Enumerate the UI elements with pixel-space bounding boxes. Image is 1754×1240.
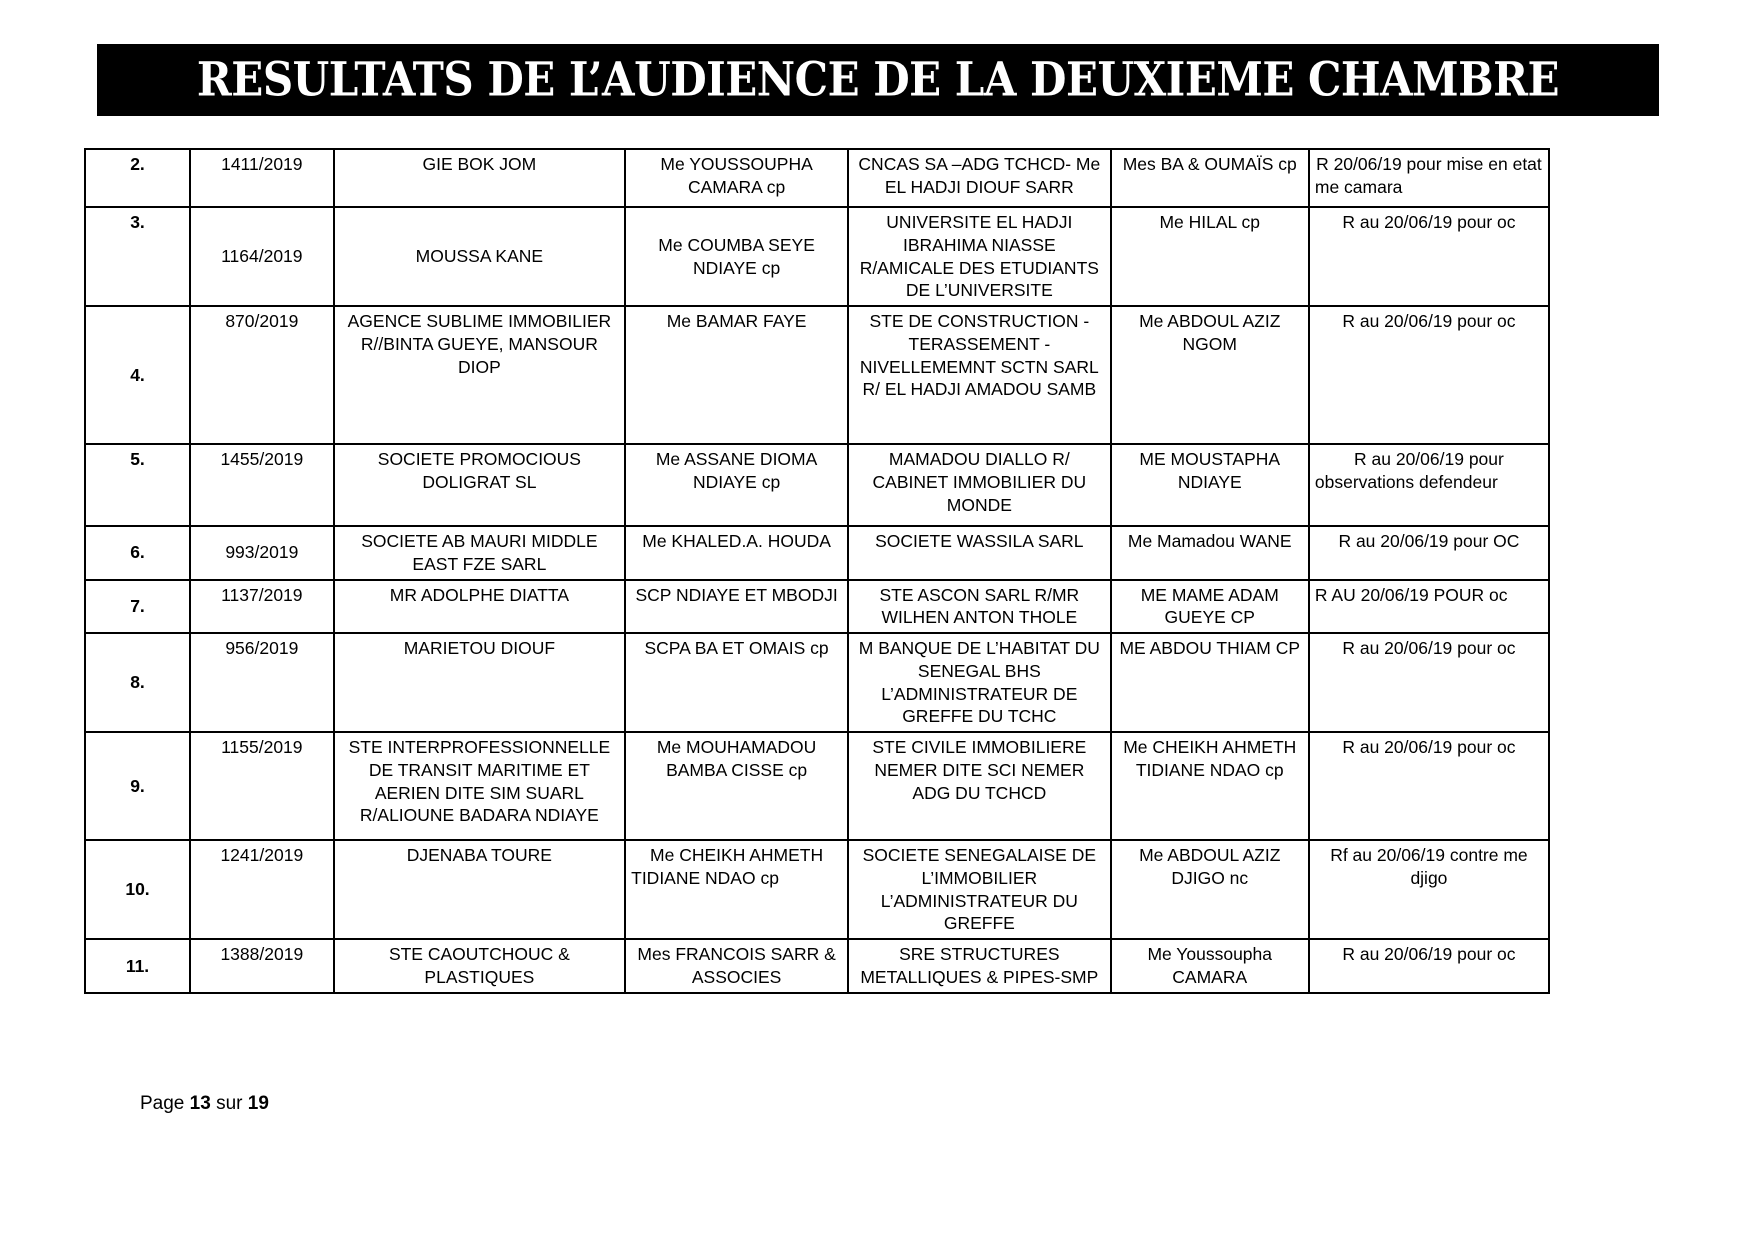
- results-table-wrapper: [84, 148, 1550, 994]
- table-row: [85, 149, 1549, 207]
- cell-resultat: Rf au 20/06/19 contre me djigo: [1309, 840, 1549, 939]
- cell-rg: 993/2019: [190, 526, 334, 580]
- cell-demandeur: GIE BOK JOM: [334, 149, 626, 207]
- page-title: RESULTATS DE L’AUDIENCE DE LA DEUXIEME CHAMBRE: [196, 52, 1560, 107]
- cell-avocat-defendeur: Mes BA & OUMAÏS cp: [1111, 149, 1309, 207]
- footer-total-pages: 19: [247, 1093, 269, 1114]
- page-footer: [140, 1093, 269, 1115]
- cell-rg: 1164/2019: [190, 207, 334, 306]
- cell-rg: 1241/2019: [190, 840, 334, 939]
- cell-avocat-defendeur: Me Mamadou WANE: [1111, 526, 1309, 580]
- footer-separator: sur: [210, 1093, 248, 1114]
- cell-rg: 1411/2019: [190, 149, 334, 207]
- table-row: [85, 306, 1549, 444]
- cell-avocat-demandeur: Mes FRANCOIS SARR & ASSOCIES: [625, 939, 848, 993]
- cell-num: 7.: [85, 580, 190, 634]
- cell-avocat-defendeur: Me CHEIKH AHMETH TIDIANE NDAO cp: [1111, 732, 1309, 840]
- cell-avocat-defendeur: ME MOUSTAPHA NDIAYE: [1111, 444, 1309, 526]
- cell-resultat: R au 20/06/19 pour OC: [1309, 526, 1549, 580]
- cell-demandeur: SOCIETE AB MAURI MIDDLE EAST FZE SARL: [334, 526, 626, 580]
- cell-avocat-demandeur: Me YOUSSOUPHA CAMARA cp: [625, 149, 848, 207]
- cell-num: 10.: [85, 840, 190, 939]
- cell-rg: 956/2019: [190, 633, 334, 732]
- cell-avocat-defendeur: ME MAME ADAM GUEYE CP: [1111, 580, 1309, 634]
- cell-avocat-demandeur: Me MOUHAMADOU BAMBA CISSE cp: [625, 732, 848, 840]
- cell-rg: 1155/2019: [190, 732, 334, 840]
- cell-resultat: R au 20/06/19 pour oc: [1309, 633, 1549, 732]
- cell-defendeur: SOCIETE WASSILA SARL: [848, 526, 1111, 580]
- cell-rg: 1388/2019: [190, 939, 334, 993]
- table-row: [85, 840, 1549, 939]
- table-row: [85, 939, 1549, 993]
- cell-avocat-demandeur: Me COUMBA SEYE NDIAYE cp: [625, 207, 848, 306]
- cell-defendeur: STE DE CONSTRUCTION - TERASSEMENT - NIVELLEMEMNT SCTN SARL R/ EL HADJI AMADOU SAMB: [848, 306, 1111, 444]
- cell-num: 2.: [85, 149, 190, 207]
- cell-defendeur: SRE STRUCTURES METALLIQUES & PIPES-SMP: [848, 939, 1111, 993]
- cell-defendeur: SOCIETE SENEGALAISE DE L’IMMOBILIER L’ADMINISTRATEUR DU GREFFE: [848, 840, 1111, 939]
- cell-avocat-demandeur: Me KHALED.A. HOUDA: [625, 526, 848, 580]
- cell-defendeur: STE ASCON SARL R/MR WILHEN ANTON THOLE: [848, 580, 1111, 634]
- cell-resultat: R au 20/06/19 pour oc: [1309, 939, 1549, 993]
- cell-avocat-demandeur: SCPA BA ET OMAIS cp: [625, 633, 848, 732]
- cell-demandeur: SOCIETE PROMOCIOUS DOLIGRAT SL: [334, 444, 626, 526]
- cell-defendeur: MAMADOU DIALLO R/ CABINET IMMOBILIER DU MONDE: [848, 444, 1111, 526]
- cell-demandeur: MR ADOLPHE DIATTA: [334, 580, 626, 634]
- results-table: [84, 148, 1550, 994]
- cell-defendeur: M BANQUE DE L’HABITAT DU SENEGAL BHS L’ADMINISTRATEUR DE GREFFE DU TCHC: [848, 633, 1111, 732]
- cell-resultat: R au 20/06/19 pour observations defendeur: [1309, 444, 1549, 526]
- title-banner: [97, 44, 1659, 116]
- cell-avocat-demandeur: SCP NDIAYE ET MBODJI: [625, 580, 848, 634]
- cell-avocat-demandeur: Me ASSANE DIOMA NDIAYE cp: [625, 444, 848, 526]
- table-row: [85, 732, 1549, 840]
- cell-demandeur: STE CAOUTCHOUC & PLASTIQUES: [334, 939, 626, 993]
- cell-defendeur: UNIVERSITE EL HADJI IBRAHIMA NIASSE R/AMICALE DES ETUDIANTS DE L’UNIVERSITE: [848, 207, 1111, 306]
- cell-avocat-defendeur: Me HILAL cp: [1111, 207, 1309, 306]
- cell-defendeur: CNCAS SA –ADG TCHCD- Me EL HADJI DIOUF SARR: [848, 149, 1111, 207]
- cell-num: 8.: [85, 633, 190, 732]
- table-row: [85, 580, 1549, 634]
- cell-resultat: R AU 20/06/19 POUR oc: [1309, 580, 1549, 634]
- cell-avocat-demandeur: Me BAMAR FAYE: [625, 306, 848, 444]
- cell-num: 5.: [85, 444, 190, 526]
- footer-page-number: 13: [189, 1093, 211, 1114]
- cell-rg: 870/2019: [190, 306, 334, 444]
- cell-avocat-defendeur: Me ABDOUL AZIZ NGOM: [1111, 306, 1309, 444]
- cell-defendeur: STE CIVILE IMMOBILIERE NEMER DITE SCI NEMER ADG DU TCHCD: [848, 732, 1111, 840]
- cell-demandeur: MOUSSA KANE: [334, 207, 626, 306]
- table-row: [85, 207, 1549, 306]
- cell-avocat-defendeur: Me ABDOUL AZIZ DJIGO nc: [1111, 840, 1309, 939]
- cell-avocat-demandeur: Me CHEIKH AHMETH TIDIANE NDAO cp: [625, 840, 848, 939]
- cell-resultat: R au 20/06/19 pour oc: [1309, 306, 1549, 444]
- cell-num: 3.: [85, 207, 190, 306]
- footer-prefix: Page: [140, 1093, 190, 1114]
- cell-resultat: R 20/06/19 pour mise en etat me camara: [1309, 149, 1549, 207]
- results-table-body: [85, 149, 1549, 993]
- table-row: [85, 633, 1549, 732]
- cell-demandeur: STE INTERPROFESSIONNELLE DE TRANSIT MARITIME ET AERIEN DITE SIM SUARL R/ALIOUNE BADARA NDIAYE: [334, 732, 626, 840]
- cell-demandeur: AGENCE SUBLIME IMMOBILIER R//BINTA GUEYE, MANSOUR DIOP: [334, 306, 626, 444]
- cell-resultat: R au 20/06/19 pour oc: [1309, 207, 1549, 306]
- cell-avocat-defendeur: Me Youssoupha CAMARA: [1111, 939, 1309, 993]
- cell-num: 9.: [85, 732, 190, 840]
- table-row: [85, 444, 1549, 526]
- cell-num: 4.: [85, 306, 190, 444]
- cell-demandeur: DJENABA TOURE: [334, 840, 626, 939]
- table-row: [85, 526, 1549, 580]
- cell-avocat-defendeur: ME ABDOU THIAM CP: [1111, 633, 1309, 732]
- cell-num: 6.: [85, 526, 190, 580]
- cell-rg: 1455/2019: [190, 444, 334, 526]
- cell-demandeur: MARIETOU DIOUF: [334, 633, 626, 732]
- cell-resultat: R au 20/06/19 pour oc: [1309, 732, 1549, 840]
- cell-num: 11.: [85, 939, 190, 993]
- cell-rg: 1137/2019: [190, 580, 334, 634]
